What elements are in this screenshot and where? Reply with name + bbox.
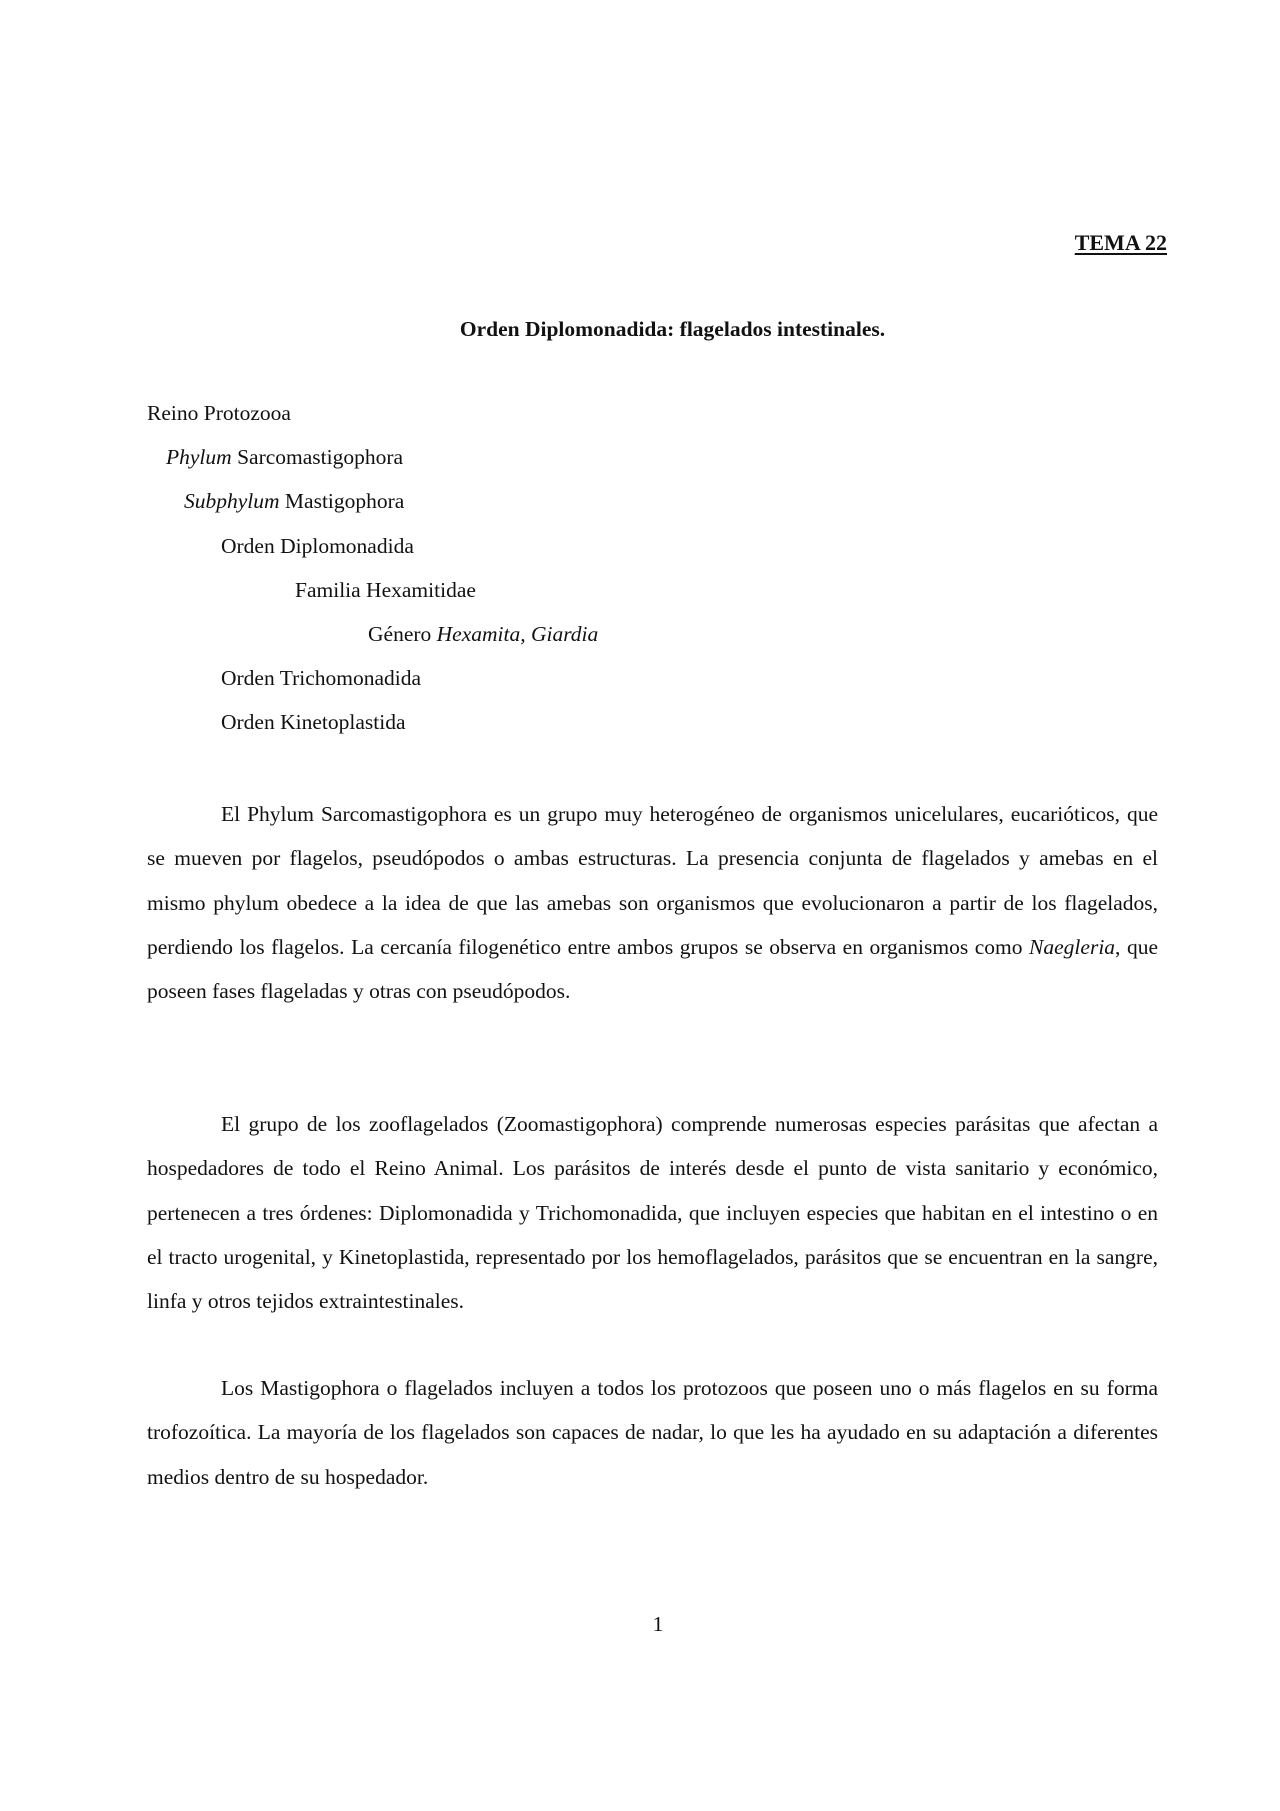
paragraph-sarcomastigophora: El Phylum Sarcomastigophora es un grupo muy heterogéneo de organismos unicelulares, eucarióticos, que se mueven por flagelos, pseudópodos o ambas estructuras. La presencia conjunta de flagelados y amebas en el mismo phylum obedece a la idea de que las amebas son organismos que evolucionaron a partir de los flagelados, perdiendo los flagelos. La cercanía filogenético entre ambos grupos se observa en organismos como Naegleria, que poseen fases flageladas y otras con pseudópodos. bbox=[147, 802, 1158, 1004]
page-number: 1 bbox=[652, 1612, 664, 1636]
taxonomy-line-reino bbox=[147, 399, 291, 427]
taxonomy-rank-italic: Subphylum bbox=[184, 489, 280, 513]
taxonomy-rank-italic: Phylum bbox=[166, 445, 232, 469]
taxonomy-line-orden-trichomonadida bbox=[221, 664, 421, 692]
taxonomy-genera-italic: Hexamita, Giardia bbox=[436, 622, 599, 646]
taxonomy-text: Orden Diplomonadida bbox=[221, 534, 414, 558]
taxonomy-line-orden-diplomonadida bbox=[221, 532, 414, 560]
taxonomy-line-familia bbox=[295, 576, 476, 604]
taxonomy-text: Mastigophora bbox=[279, 489, 405, 513]
document-title: Orden Diplomonadida: flagelados intestinales. bbox=[459, 317, 886, 341]
taxonomy-text: Familia Hexamitidae bbox=[295, 578, 476, 602]
topic-heading: TEMA 22 bbox=[1074, 230, 1167, 255]
taxonomy-line-phylum bbox=[166, 443, 403, 471]
taxonomy-text: Género bbox=[368, 622, 437, 646]
paragraph-zooflagelados: El grupo de los zooflagelados (Zoomastigophora) comprende numerosas especies parásitas que afectan a hospedadores de todo el Reino Animal. Los parásitos de interés desde el punto de vista sanitario y económico, pertenecen a tres órdenes: Diplomonadida y Trichomonadida, que incluyen especies que habitan en el intestino o en el tracto urogenital, y Kinetoplastida, representado por los hemoflagelados, parásitos que se encuentran en la sangre, linfa y otros tejidos extraintestinales. bbox=[147, 1112, 1158, 1314]
taxonomy-line-orden-kinetoplastida bbox=[221, 708, 406, 736]
taxonomy-text: Orden Trichomonadida bbox=[221, 666, 422, 690]
taxonomy-line-subphylum bbox=[184, 487, 404, 515]
taxonomy-text: Reino Protozooa bbox=[147, 401, 291, 425]
taxonomy-text: Orden Kinetoplastida bbox=[221, 710, 406, 734]
italic-genus: Naegleria bbox=[1029, 934, 1116, 959]
paragraph-mastigophora: Los Mastigophora o flagelados incluyen a todos los protozoos que poseen uno o más flagelos en su forma trofozoítica. La mayoría de los flagelados son capaces de nadar, lo que les ha ayudado en su adaptación a diferentes medios dentro de su hospedador. bbox=[147, 1376, 1158, 1489]
taxonomy-text: Sarcomastigophora bbox=[231, 445, 404, 469]
taxonomy-line-genero bbox=[368, 620, 598, 648]
